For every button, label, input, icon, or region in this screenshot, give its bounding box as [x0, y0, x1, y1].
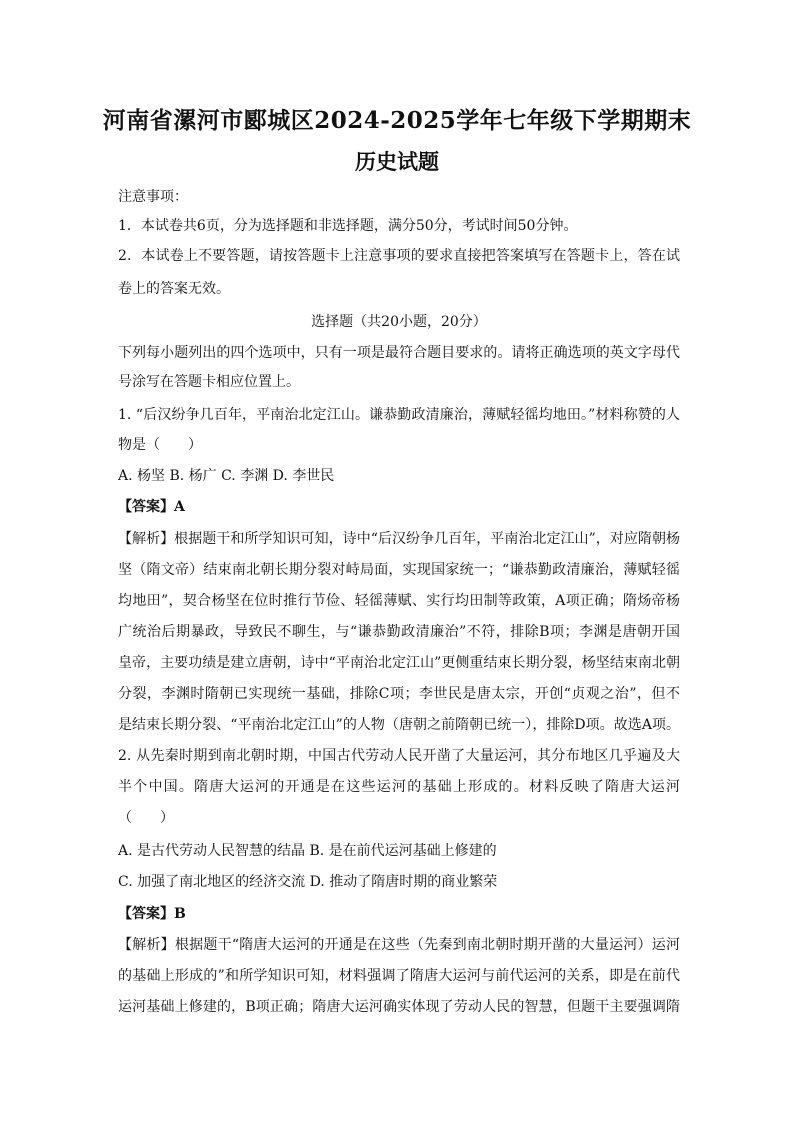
q2-options-2: C. 加强了南北地区的经济交流 D. 推动了隋唐时期的商业繁荣: [118, 874, 498, 890]
q2-stem-3: （ ）: [118, 810, 174, 826]
q1-options: A. 杨坚 B. 杨广 C. 李渊 D. 李世民: [118, 468, 335, 484]
q1-analysis-1: 【解析】根据题干和所学知识可知，诗中“后汉纷争几百年，平南治北定江山”，对应隋朝杨: [118, 531, 680, 547]
q1-answer: 【答案】A: [118, 499, 185, 515]
q1-analysis-2: 坚（隋文帝）结束南北朝长期分裂对峙局面，实现国家统一；“谦恭勤政清廉治，薄赋轻徭: [118, 562, 680, 578]
section-title: 选择题（共20小题，20分）: [311, 314, 487, 330]
q1-analysis-5: 皇帝，主要功绩是建立唐朝，诗中“平南治北定江山”更侧重结束长期分裂，杨坚结束南北朝: [118, 655, 680, 671]
notice-heading: 注意事项：: [118, 189, 188, 205]
q2-options-1: A. 是古代劳动人民智慧的结晶 B. 是在前代运河基础上修建的: [118, 843, 497, 859]
exam-title: 河南省漯河市郾城区2024-2025学年七年级下学期期末: [102, 107, 692, 134]
q1-analysis-3: 均地田”，契合杨坚在位时推行节俭、轻徭薄赋、实行均田制等政策，A项正确；隋炀帝杨: [118, 593, 680, 609]
q2-stem-2: 半个中国。隋唐大运河的开通是在这些运河的基础上形成的。材料反映了隋唐大运河: [118, 779, 680, 795]
notice-item-2-cont: 卷上的答案无效。: [118, 281, 230, 297]
q1-stem-2: 物是（ ）: [118, 437, 202, 453]
q1-analysis-4: 广统治后期暴政，导致民不聊生，与“谦恭勤政清廉治”不符，排除B项；李渊是唐朝开国: [118, 624, 680, 640]
q2-analysis-2: 的基础上形成的”和所学知识可知，材料强调了隋唐大运河与前代运河的关系，即是在前代: [118, 968, 680, 984]
exam-subtitle: 历史试题: [355, 149, 439, 174]
section-instruction-1: 下列每小题列出的四个选项中，只有一项是最符合题目要求的。请将正确选项的英文字母代: [118, 345, 680, 361]
q2-analysis-3: 运河基础上修建的，B项正确；隋唐大运河确实体现了劳动人民的智慧，但题干主要强调隋: [118, 999, 680, 1015]
q2-analysis-1: 【解析】根据题干“隋唐大运河的开通是在这些（先秦到南北朝时期开凿的大量运河）运河: [118, 937, 680, 953]
notice-item-2: 2．本试卷上不要答题，请按答题卡上注意事项的要求直接把答案填写在答题卡上，答在试: [118, 248, 680, 264]
q2-answer: 【答案】B: [118, 906, 186, 922]
section-instruction-2: 号涂写在答题卡相应位置上。: [118, 374, 300, 390]
notice-item-1: 1．本试卷共6页，分为选择题和非选择题，满分50分，考试时间50分钟。: [118, 218, 578, 234]
q1-analysis-6: 分裂，李渊时隋朝已实现统一基础，排除C项；李世民是唐太宗，开创“贞观之治”，但不: [118, 686, 680, 702]
q1-analysis-7: 是结束长期分裂、“平南治北定江山”的人物（唐朝之前隋朝已统一），排除D项。故选A项。: [118, 717, 680, 733]
q2-stem-1: 2. 从先秦时期到南北朝时期，中国古代劳动人民开凿了大量运河，其分布地区几乎遍及大: [118, 748, 680, 764]
q1-stem-1: 1. “后汉纷争几百年，平南治北定江山。谦恭勤政清廉治，薄赋轻徭均地田。”材料称赞的人: [118, 407, 680, 423]
